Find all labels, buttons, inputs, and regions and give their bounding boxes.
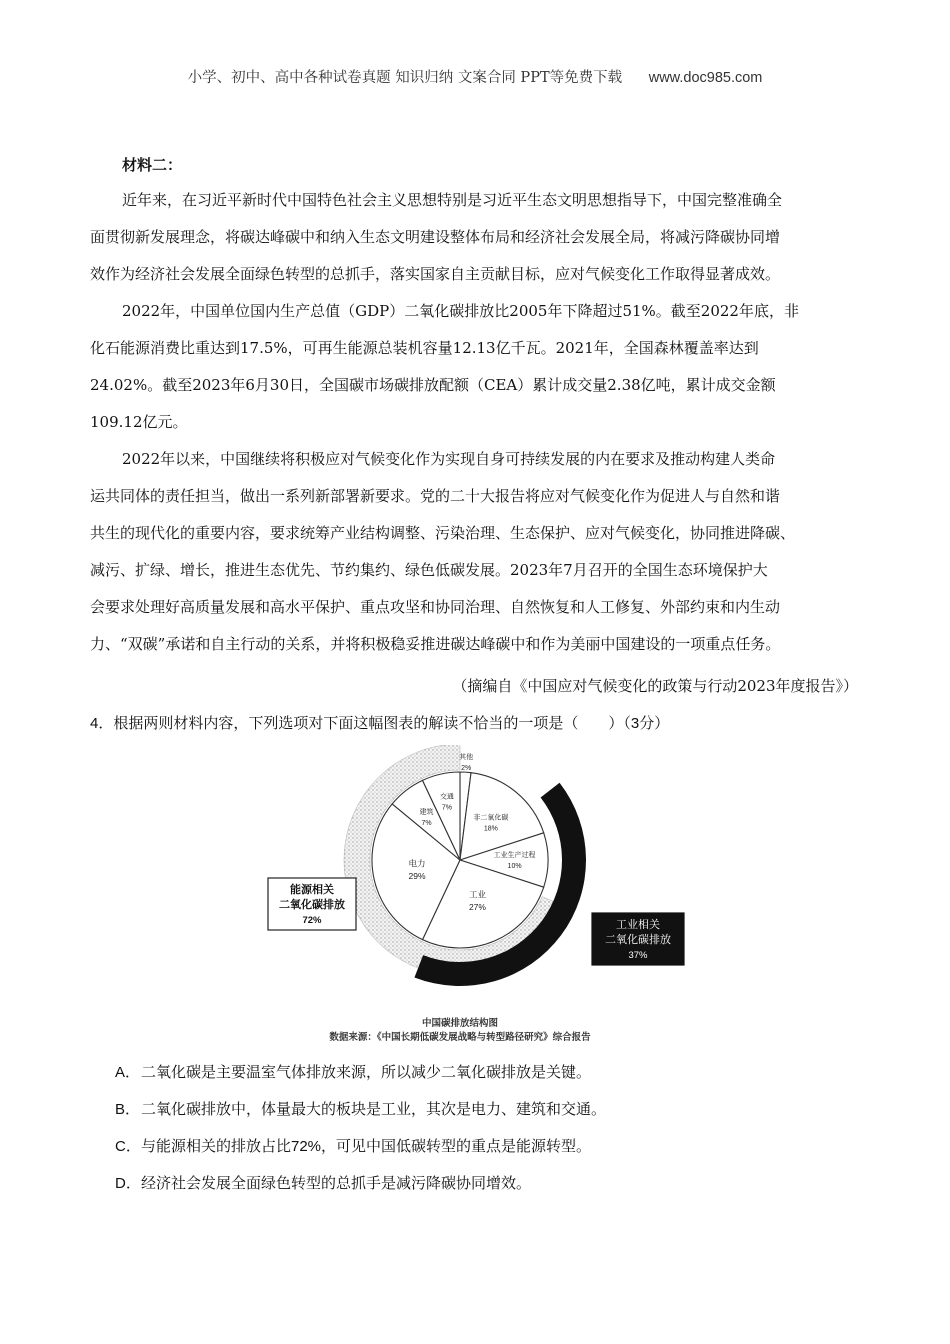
- option-d[interactable]: [115, 1174, 606, 1211]
- slice-label: 非二氧化碳: [473, 814, 509, 822]
- paragraph-line: 24.02%。截至2023年6月30日，全国碳市场碳排放配额（CEA）累计成交量2.38亿吨，累计成交金额: [90, 376, 776, 394]
- slice-label: 工业生产过程: [493, 852, 536, 859]
- option-text: 经济社会发展全面绿色转型的总抓手是减污降碳协同增效。: [141, 1175, 532, 1192]
- group-value-label: 72%: [302, 915, 322, 926]
- option-key: B．: [115, 1101, 141, 1118]
- slice-value-label: 10%: [507, 863, 522, 870]
- group-value-label: 37%: [628, 950, 648, 961]
- paragraph-line: 近年来，在习近平新时代中国特色社会主义思想特别是习近平生态文明思想指导下，中国完整准确全: [122, 191, 783, 209]
- option-key: D．: [115, 1175, 141, 1192]
- answer-options: [115, 1063, 606, 1211]
- slice-label: 其他: [459, 754, 474, 762]
- material-label: 材料二：: [122, 156, 183, 174]
- material-source: （摘编自《中国应对气候变化的政策与行动2023年度报告》）: [452, 677, 858, 695]
- option-key: C．: [115, 1138, 141, 1155]
- paragraph-line: 2022年以来，中国继续将积极应对气候变化作为实现自身可持续发展的内在要求及推动构建人类命: [122, 450, 776, 468]
- question-stem: 4．根据两则材料内容，下列选项对下面这幅图表的解读不恰当的一项是（ ）（3分）: [90, 715, 670, 732]
- paragraph-line: 力、“双碳”承诺和自主行动的关系，并将积极稳妥推进碳达峰碳中和作为美丽中国建设的一项重点任务。: [90, 635, 781, 653]
- header-text: 小学、初中、高中各种试卷真题 知识归纳 文案合同 PPT等免费下载: [187, 70, 623, 86]
- chart-source: 数据来源：《中国长期低碳发展战略与转型路径研究》综合报告: [329, 1032, 591, 1043]
- carbon-emission-chart: [260, 745, 690, 1045]
- slice-label: 交通: [439, 793, 454, 801]
- slice-value-label: 7%: [441, 804, 453, 812]
- option-a[interactable]: [115, 1063, 606, 1100]
- slice-value-label: 7%: [421, 819, 432, 827]
- header-url[interactable]: www.doc985.com: [648, 70, 763, 86]
- option-b[interactable]: [115, 1100, 606, 1137]
- paragraph-line: 面贯彻新发展理念，将碳达峰碳中和纳入生态文明建设整体布局和经济社会发展全局，将减污降碳协同增: [90, 228, 781, 246]
- slice-label: 电力: [408, 858, 426, 869]
- paragraph-line: 2022年，中国单位国内生产总值（GDP）二氧化碳排放比2005年下降超过51%。截至2022年底，非: [122, 302, 799, 320]
- slice-value-label: 2%: [461, 765, 472, 773]
- paragraph-line: 共生的现代化的重要内容，要求统筹产业结构调整、污染治理、生态保护、应对气候变化，协同推进降碳、: [90, 524, 796, 542]
- option-text: 二氧化碳是主要温室气体排放来源，所以减少二氧化碳排放是关键。: [141, 1064, 592, 1081]
- paragraph-2: [90, 293, 868, 441]
- paragraph-line: 减污、扩绿、增长，推进生态优先、节约集约、绿色低碳发展。2023年7月召开的全国生态环境保护大: [90, 561, 768, 579]
- option-text: 二氧化碳排放中，体量最大的板块是工业，其次是电力、建筑和交通。: [141, 1101, 607, 1118]
- paragraph-line: 运共同体的责任担当，做出一系列新部署新要求。党的二十大报告将应对气候变化作为促进人与自然和谐: [90, 487, 781, 505]
- page-header: [0, 66, 950, 87]
- slice-label: 建筑: [419, 808, 434, 816]
- chart-title: 中国碳排放结构图: [421, 1018, 499, 1029]
- option-text: 与能源相关的排放占比72%，可见中国低碳转型的重点是能源转型。: [141, 1138, 592, 1155]
- option-key: A．: [115, 1064, 141, 1081]
- slice-label: 工业: [468, 889, 486, 900]
- paragraph-3: [90, 441, 868, 663]
- option-c[interactable]: [115, 1137, 606, 1174]
- group-label: 工业相关: [616, 919, 660, 931]
- paragraph-line: 会要求处理好高质量发展和高水平保护、重点攻坚和协同治理、自然恢复和人工修复、外部约束和内生动: [90, 598, 781, 616]
- paragraph-line: 效作为经济社会发展全面绿色转型的总抓手，落实国家自主贡献目标，应对气候变化工作取得显著成效。: [90, 265, 781, 283]
- paragraph-line: 109.12亿元。: [90, 413, 188, 431]
- paragraph-line: 化石能源消费比重达到17.5%，可再生能源总装机容量12.13亿千瓦。2021年，全国森林覆盖率达到: [90, 339, 759, 357]
- slice-value-label: 18%: [483, 825, 498, 833]
- group-label: 二氧化碳排放: [279, 899, 345, 911]
- group-label: 能源相关: [290, 884, 334, 896]
- slice-value-label: 29%: [408, 871, 426, 882]
- group-label: 二氧化碳排放: [605, 934, 671, 946]
- paragraph-1: [90, 182, 868, 293]
- slice-value-label: 27%: [468, 901, 486, 912]
